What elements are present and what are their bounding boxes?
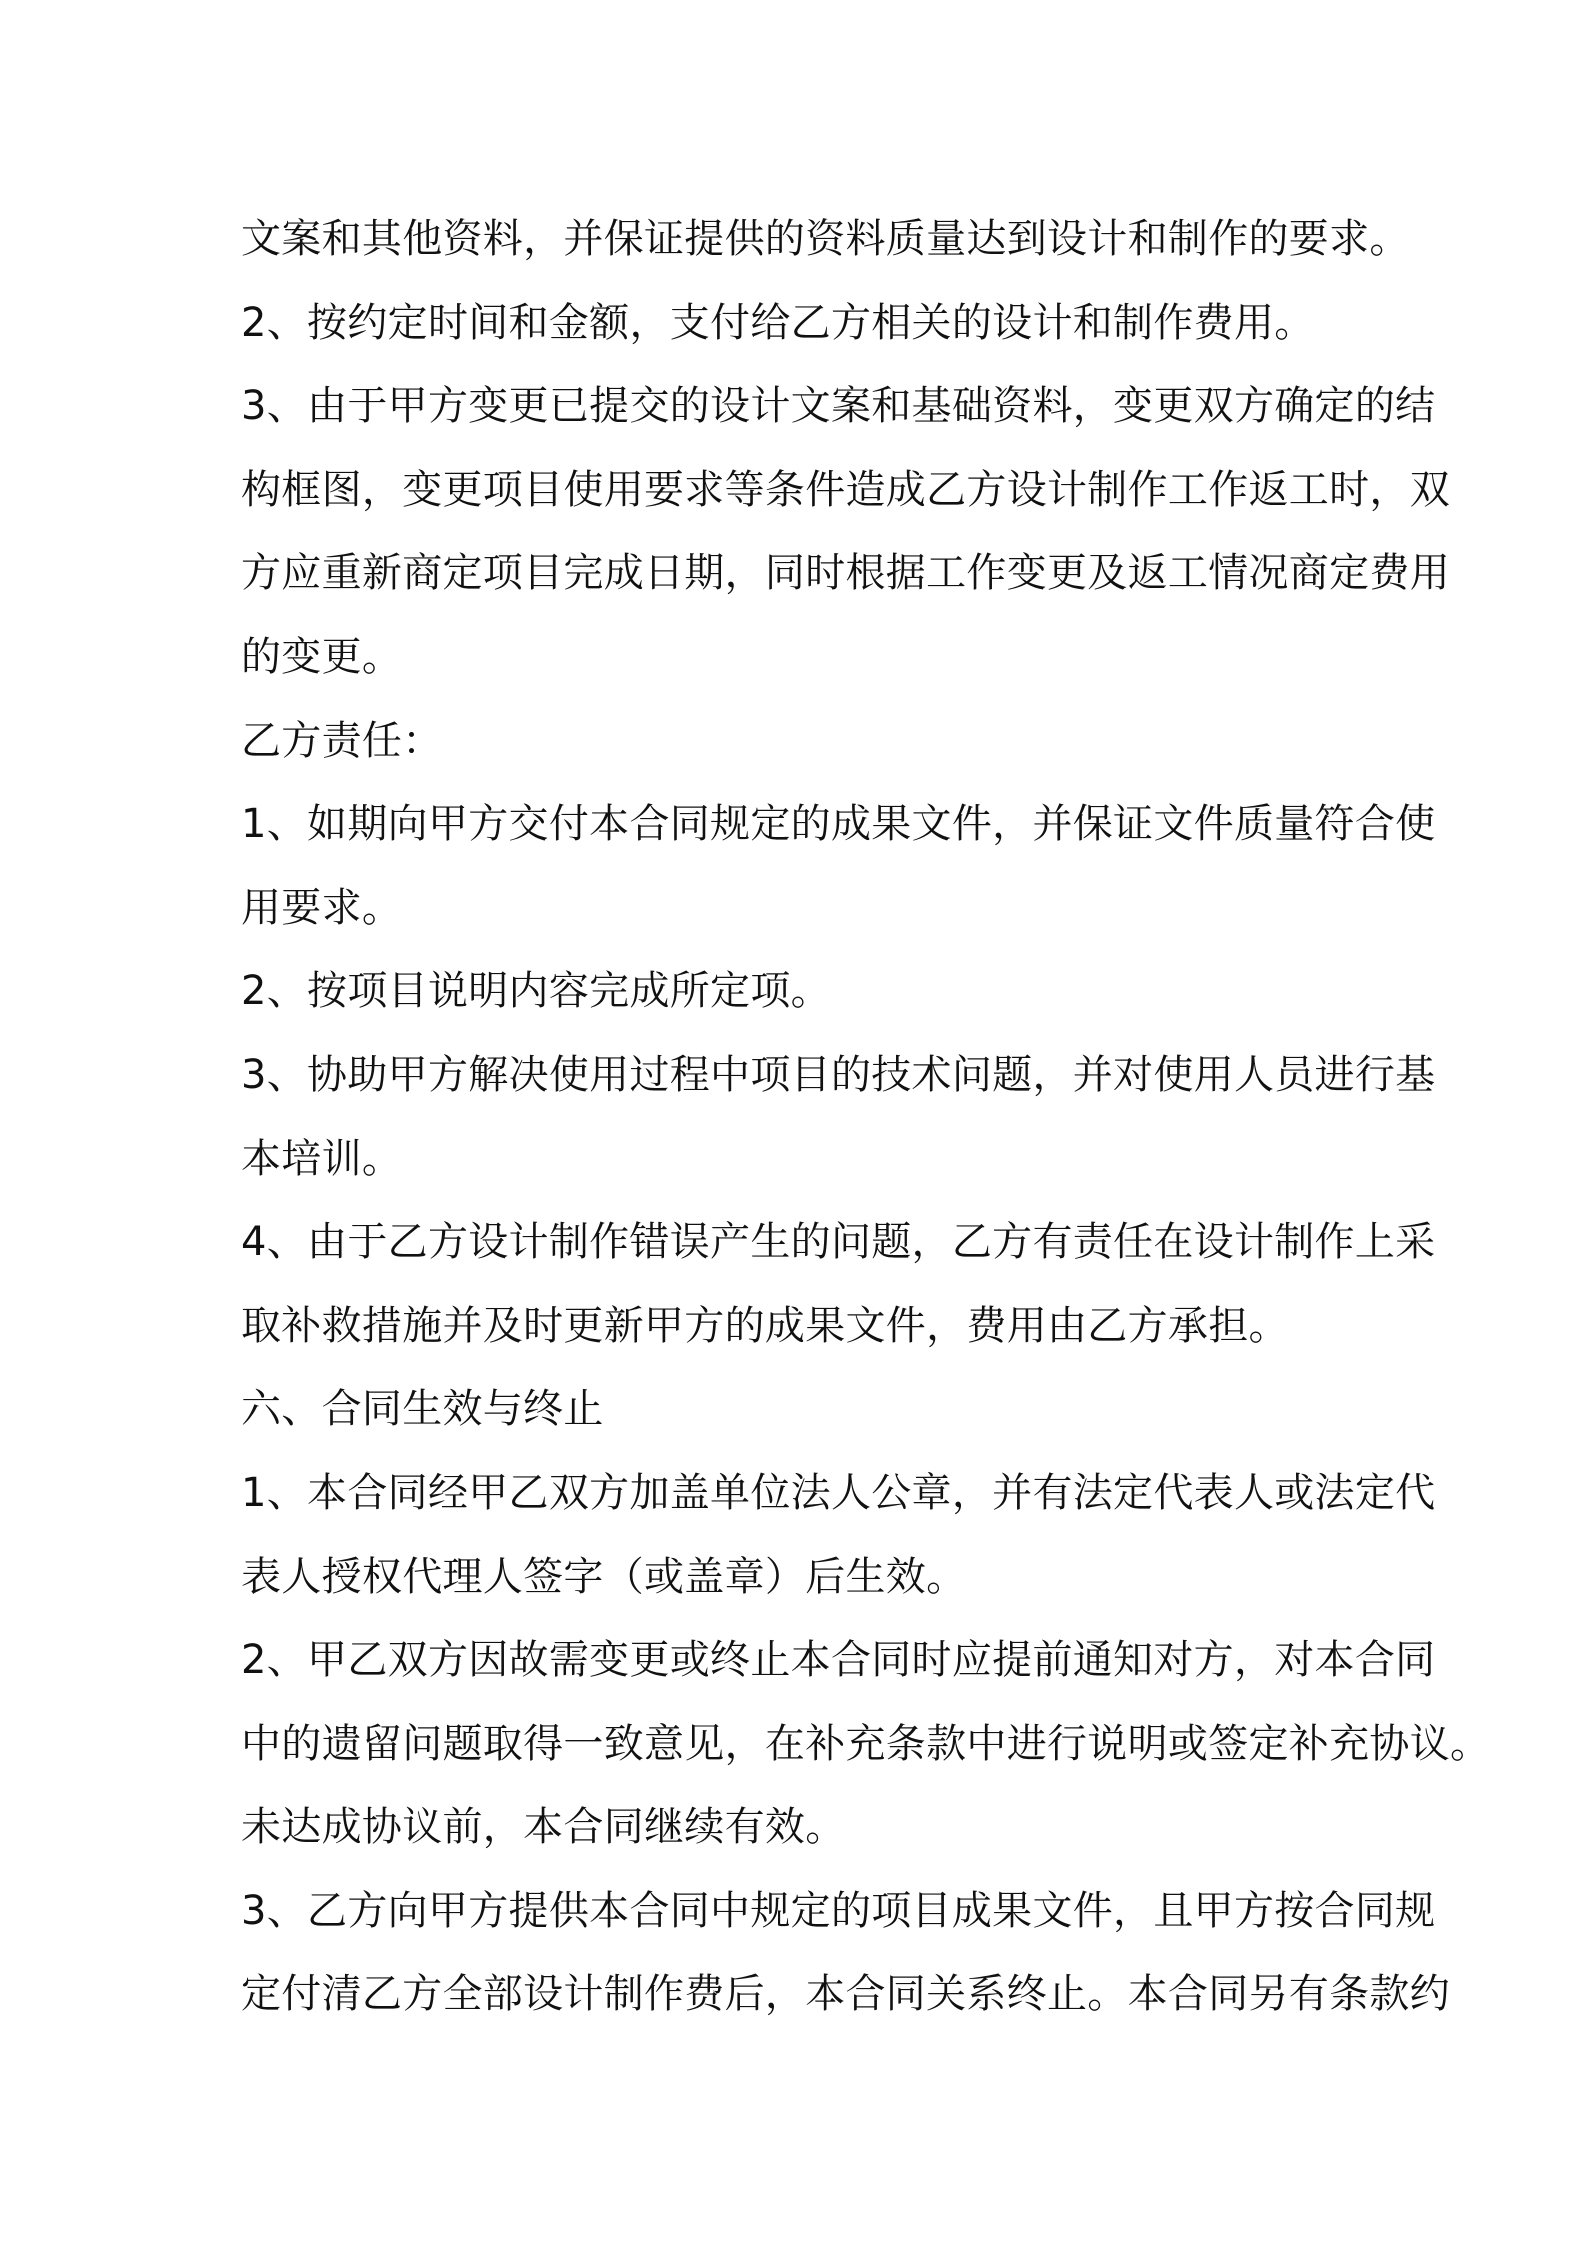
text-line: 中的遗留问题取得一致意见，在补充条款中进行说明或签定补充协议。	[241, 1720, 1491, 1767]
text-line: 用要求。	[241, 884, 403, 931]
text-line: 方应重新商定项目完成日期，同时根据工作变更及返工情况商定费用	[241, 550, 1450, 597]
text-line: 2、按项目说明内容完成所定项。	[241, 968, 831, 1015]
text-line: 3、由于甲方变更已提交的设计文案和基础资料，变更双方确定的结	[241, 383, 1436, 430]
section-heading: 乙方责任：	[241, 717, 443, 764]
text-line: 1、本合同经甲乙双方加盖单位法人公章，并有法定代表人或法定代	[241, 1469, 1436, 1516]
text-line: 1、如期向甲方交付本合同规定的成果文件，并保证文件质量符合使	[241, 801, 1436, 848]
text-line: 本培训。	[241, 1135, 403, 1182]
text-line: 取补救措施并及时更新甲方的成果文件，费用由乙方承担。	[241, 1302, 1289, 1349]
contract-text	[241, 198, 1491, 2037]
text-line: 2、按约定时间和金额，支付给乙方相关的设计和制作费用。	[241, 299, 1315, 346]
text-line: 表人授权代理人签字（或盖章）后生效。	[241, 1553, 967, 1600]
text-line: 未达成协议前，本合同继续有效。	[241, 1804, 846, 1851]
text-line: 的变更。	[241, 633, 403, 680]
text-line: 3、协助甲方解决使用过程中项目的技术问题，并对使用人员进行基	[241, 1051, 1436, 1098]
text-line: 3、乙方向甲方提供本合同中规定的项目成果文件，且甲方按合同规	[241, 1887, 1436, 1934]
section-heading: 六、合同生效与终止	[241, 1386, 604, 1433]
text-line: 文案和其他资料，并保证提供的资料质量达到设计和制作的要求。	[241, 216, 1410, 262]
text-line: 4、由于乙方设计制作错误产生的问题，乙方有责任在设计制作上采	[241, 1219, 1436, 1266]
text-line: 2、甲乙双方因故需变更或终止本合同时应提前通知对方，对本合同	[241, 1637, 1436, 1684]
text-line: 构框图，变更项目使用要求等条件造成乙方设计制作工作返工时，双	[241, 466, 1450, 513]
text-line: 定付清乙方全部设计制作费后，本合同关系终止。本合同另有条款约	[241, 1971, 1450, 2018]
